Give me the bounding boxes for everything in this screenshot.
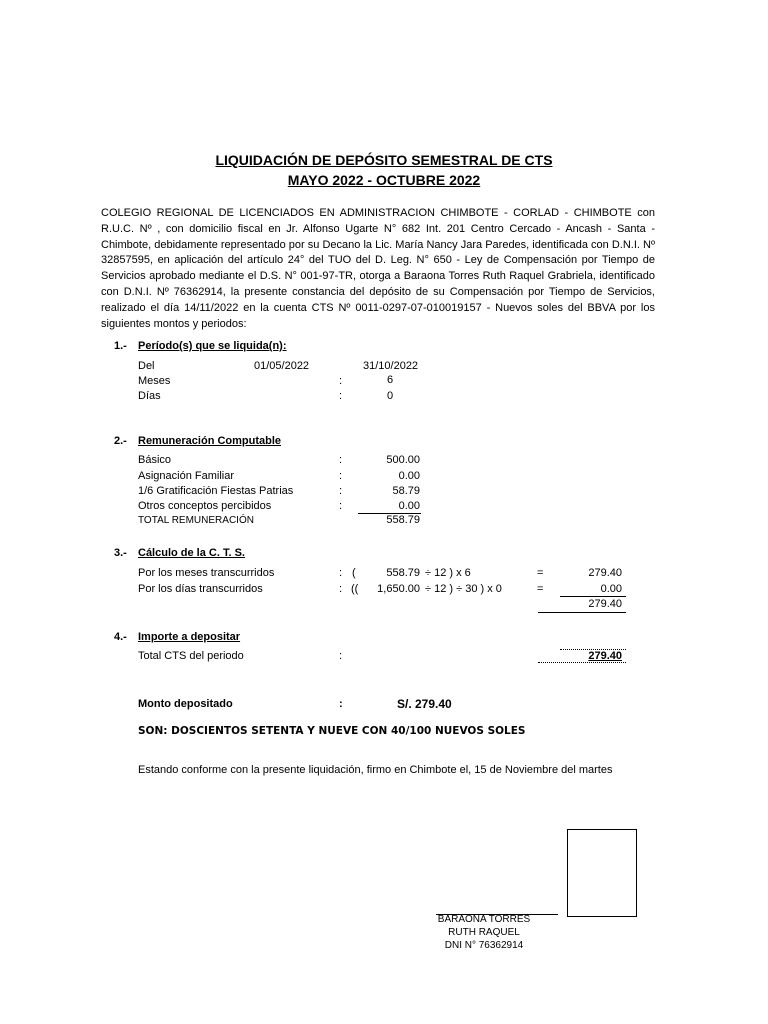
colon: : — [339, 375, 343, 387]
cts-months-label: Por los meses transcurridos — [138, 567, 275, 579]
cts-subtotal: 279.40 — [588, 598, 622, 610]
period-to-date: 31/10/2022 — [363, 360, 419, 372]
cts-days-amount: 1,650.00 — [377, 583, 420, 595]
total-cts-label: Total CTS del periodo — [138, 650, 244, 662]
section-4-number: 4.- — [114, 631, 127, 643]
period-months-label: Meses — [138, 375, 171, 387]
remuneration-label: 1/6 Gratificación Fiestas Patrias — [138, 485, 294, 497]
period-from-date: 01/05/2022 — [254, 360, 310, 372]
cts-months-result: 279.40 — [588, 567, 622, 579]
cts-months-formula: ÷ 12 ) x 6 — [425, 567, 471, 579]
remuneration-label: Asignación Familiar — [138, 470, 234, 482]
cts-sum-rule — [560, 596, 626, 597]
remuneration-value: 58.79 — [392, 485, 420, 497]
signature-dni: DNI N° 76362914 — [444, 940, 524, 951]
signature-name-line2: RUTH RAQUEL — [448, 927, 520, 938]
fingerprint-box — [567, 829, 637, 917]
colon: : — [339, 583, 343, 595]
cts-days-open: (( — [351, 583, 359, 595]
cts-days-formula: ÷ 12 ) ÷ 30 ) x 0 — [425, 583, 502, 595]
total-remuneration-value: 558.79 — [386, 514, 420, 526]
cts-days-label: Por los días transcurridos — [138, 583, 263, 595]
intro-paragraph: COLEGIO REGIONAL DE LICENCIADOS EN ADMINISTRACION CHIMBOTE - CORLAD - CHIMBOTE con R.U.C. Nº , con domicilio fiscal en Jr. Alfonso Ugarte N° 682 Int. 201 Centro Cercado - Ancash - Santa - Chimbote, debidamente representado por su Decano la Lic. María Nancy Jara Paredes, identificada con D.N.I. Nº 32857595, en aplicación del artículo 24° del TUO del D. Leg. N° 650 - Ley de Compensación por Tiempo de Servicios aprobado mediante el D.S. N° 001-97-TR, otorga a Baraona Torres Ruth Raquel Grabriela, identificado con D.N.I. Nº 76362914, la presente constancia del depósito de su Compensación por Tiempo de Servicios, realizado el día 14/11/2022 en la cuenta CTS Nº 0011-0297-07-010019157 - Nuevos soles del BBVA por los siguientes montos y periodos: — [101, 207, 655, 330]
period-days-label: Días — [138, 390, 161, 402]
remuneration-label: Otros conceptos percibidos — [138, 500, 272, 512]
period-months-value: 6 — [386, 374, 394, 386]
deposit-amount-label: Monto depositado — [138, 698, 233, 710]
document-title: LIQUIDACIÓN DE DEPÓSITO SEMESTRAL DE CTS — [215, 152, 553, 168]
remuneration-label: Básico — [138, 454, 172, 466]
deposit-amount-value: S/. 279.40 — [397, 697, 452, 711]
total-cts-value: 279.40 — [588, 650, 622, 662]
agreement-statement: Estando conforme con la presente liquidación, firmo en Chimbote el, 15 de Noviembre del martes — [138, 764, 613, 776]
cts-months-amount: 558.79 — [386, 567, 420, 579]
colon: : — [339, 500, 343, 512]
colon: : — [339, 485, 343, 497]
colon: : — [339, 390, 343, 402]
remuneration-value: 500.00 — [386, 454, 420, 466]
section-3-number: 3.- — [114, 547, 127, 559]
colon: : — [339, 454, 343, 466]
section-3-heading: Cálculo de la C. T. S. — [138, 547, 245, 559]
amount-in-words: SON: DOSCIENTOS SETENTA Y NUEVE CON 40/100 NUEVOS SOLES — [138, 725, 526, 737]
section-4-heading: Importe a depositar — [138, 631, 241, 643]
equals-sign: = — [537, 567, 544, 579]
section-1-heading: Período(s) que se liquida(n): — [138, 340, 287, 352]
colon: : — [339, 650, 343, 662]
cts-subtotal-rule — [538, 612, 626, 613]
cts-days-result: 0.00 — [600, 583, 622, 595]
cts-months-open: ( — [352, 567, 356, 579]
remuneration-value: 0.00 — [398, 500, 420, 512]
section-2-number: 2.- — [114, 435, 127, 447]
remuneration-value: 0.00 — [398, 470, 420, 482]
equals-sign: = — [537, 583, 544, 595]
document-period: MAYO 2022 - OCTUBRE 2022 — [287, 172, 481, 188]
section-2-heading: Remuneración Computable — [138, 435, 282, 447]
total-dotted-rule-bottom — [538, 662, 626, 663]
period-days-value: 0 — [386, 390, 394, 402]
period-del-label: Del — [138, 360, 155, 372]
colon: : — [339, 567, 343, 579]
total-remuneration-label: TOTAL REMUNERACIÓN — [138, 515, 254, 526]
section-1-number: 1.- — [114, 340, 127, 352]
colon: : — [339, 698, 343, 710]
colon: : — [339, 470, 343, 482]
signature-name-line1: BARAONA TORRES — [437, 914, 531, 925]
